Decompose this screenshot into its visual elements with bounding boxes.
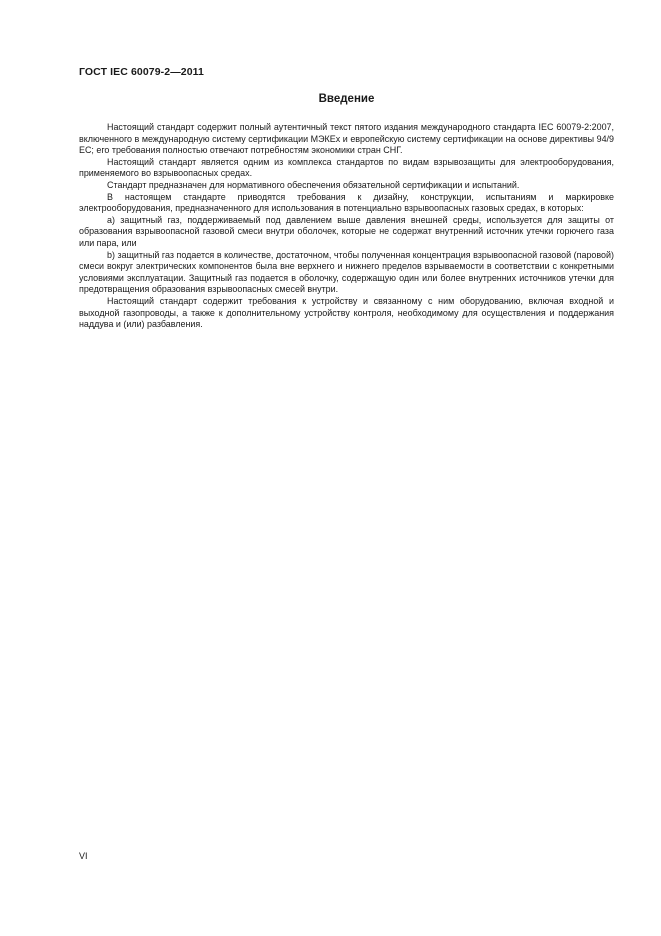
body-text — [79, 122, 614, 331]
paragraph: Настоящий стандарт содержит полный аутентичный текст пятого издания международного стандарта IEC 60079-2:2007, включенного в международную систему сертификации МЭКЕх и европейскую систему сертификации на основе директивы 94/9 ЕС; его требования полностью отвечают потребностям экономики стран СНГ. — [79, 122, 614, 156]
page-number: VI — [79, 851, 88, 861]
document-code: ГОСТ IEC 60079-2—2011 — [79, 66, 204, 78]
list-item: b) защитный газ подается в количестве, достаточном, чтобы полученная концентрация взрывоопасной газовой (паровой) смеси вокруг электрических компонентов была вне верхнего и нижнего пределов взрываемости в соответствии с конкретными условиями эксплуатации. Защитный газ подается в оболочку, содержащую один или более внутренних источников утечки для предотвращения образования взрывоопасных смесей внутри. — [79, 249, 614, 295]
paragraph: В настоящем стандарте приводятся требования к дизайну, конструкции, испытаниям и маркировке электрооборудования, предназначенного для использования в потенциально взрывоопасных газовых средах, в которых: — [79, 191, 614, 214]
list-item: a) защитный газ, поддерживаемый под давлением выше давления внешней среды, используется для защиты от образования взрывоопасной газовой смеси внутри оболочек, которые не содержат внутренний источник утечки горючего газа или пара, или — [79, 214, 614, 248]
section-title: Введение — [318, 93, 375, 105]
paragraph: Настоящий стандарт содержит требования к устройству и связанному с ним оборудованию, включая входной и выходной газопроводы, а также к дополнительному устройству контроля, необходимому для осуществления и поддержания наддува и (или) разбавления. — [79, 295, 614, 330]
paragraph: Настоящий стандарт является одним из комплекса стандартов по видам взрывозащиты для электрооборудования, применяемого во взрывоопасных средах. — [79, 156, 614, 179]
paragraph: Стандарт предназначен для нормативного обеспечения обязательной сертификации и испытаний. — [107, 179, 520, 190]
